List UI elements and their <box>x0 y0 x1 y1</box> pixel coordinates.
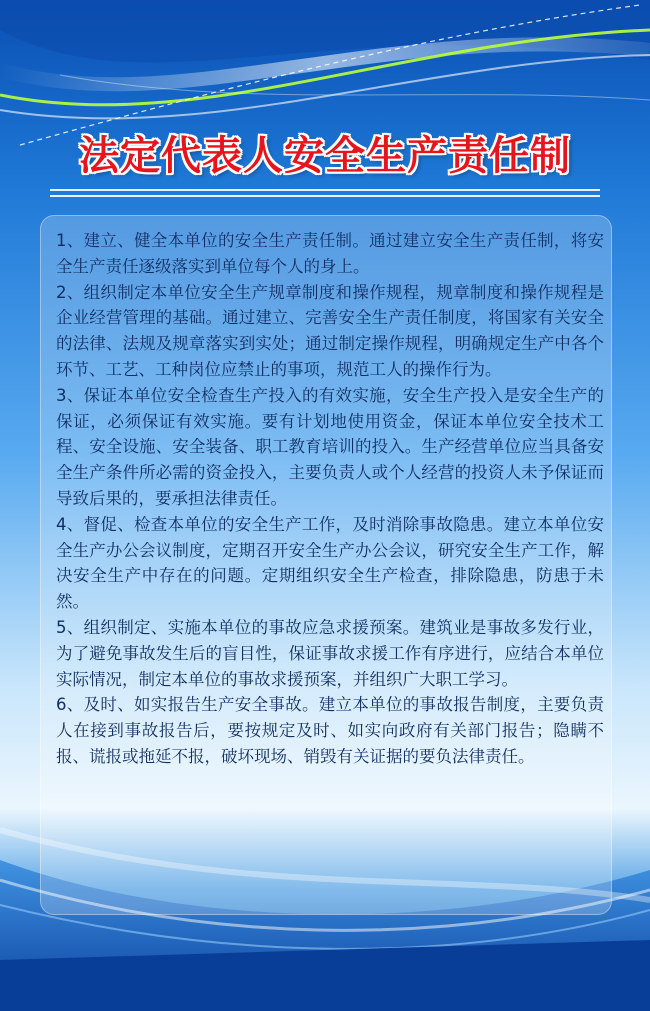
item-number: 6、 <box>56 695 84 715</box>
poster-title: 法定代表人安全生产责任制 <box>79 133 571 179</box>
item-number: 5、 <box>56 617 84 637</box>
item-text: 督促、检查本单位的安全生产工作，及时消除事故隐患。建立本单位安全生产办公会议制度，定期召开安全生产办公会议，研究安全生产工作，解决安全生产中存在的问题。定期组织安全生产检查，排除隐患，防患于未然。 <box>56 514 604 612</box>
item-text: 建立、健全本单位的安全生产责任制。通过建立安全生产责任制，将安全生产责任逐级落实到单位每个人的身上。 <box>56 231 604 276</box>
list-item <box>56 692 604 769</box>
item-text: 保证本单位安全检查生产投入的有效实施，安全生产投入是安全生产的保证，必须保证有效实施。要有计划地使用资金，保证本单位安全技术工程、安全设施、安全装备、职工教育培训的投入。生产经营单位应当具备安全生产条件所必需的资金投入，主要负责人或个人经营的投资人未予保证而导致后果的，要承担法律责任。 <box>56 385 604 508</box>
item-number: 1、 <box>56 231 84 250</box>
item-text: 组织制定、实施本单位的事故应急求援预案。建筑业是事故多发行业，为了避免事故发生后的盲目性，保证事故求援工作有序进行，应结合本单位实际情况，制定本单位的事故求援预案，并组织广大职工学习。 <box>56 617 604 689</box>
list-item <box>56 512 604 615</box>
item-number: 4、 <box>56 514 84 534</box>
item-text: 组织制定本单位安全生产规章制度和操作规程，规章制度和操作规程是企业经营管理的基础。通过建立、完善安全生产责任制度，将国家有关安全的法律、法规及规章落实到实处；通过制定操作规程，明确规定生产中各个环节、工艺、工种岗位应禁止的事项，规范工人的操作行为。 <box>56 282 604 379</box>
list-item <box>56 228 604 280</box>
responsibility-list <box>56 228 604 770</box>
title-underline-bottom <box>50 195 600 197</box>
item-text: 及时、如实报告生产安全事故。建立本单位的事故报告制度，主要负责人在接到事故报告后，要按规定及时、如实向政府有关部门报告；隐瞒不报、谎报或拖延不报，破坏现场、销毁有关证据的要负法律责任。 <box>56 695 604 766</box>
title-underline-top <box>50 189 600 191</box>
list-item <box>56 280 604 383</box>
list-item <box>56 383 604 512</box>
item-number: 3、 <box>56 385 84 405</box>
item-number: 2、 <box>56 282 84 302</box>
list-item <box>56 615 604 692</box>
